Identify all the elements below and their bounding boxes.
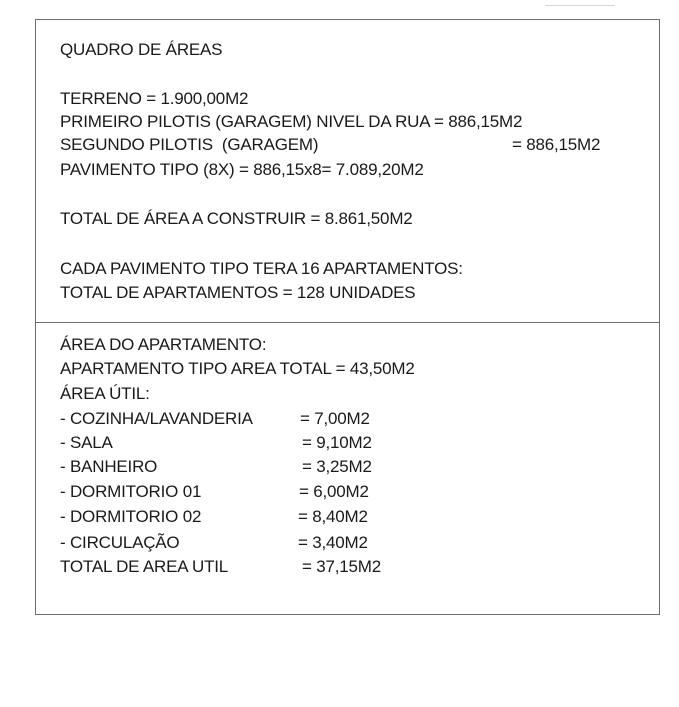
room-value: = 7,00M2	[300, 409, 370, 428]
room-value: = 3,25M2	[302, 457, 372, 476]
room-name: - BANHEIRO	[60, 457, 158, 476]
cada-pavimento-line: CADA PAVIMENTO TIPO TERA 16 APARTAMENTOS:	[60, 259, 463, 278]
total-util-value: = 37,15M2	[302, 557, 382, 576]
area-total-line: APARTAMENTO TIPO AREA TOTAL = 43,50M2	[60, 359, 415, 378]
terreno-line: TERRENO = 1.900,00M2	[60, 89, 249, 108]
area-util-title: ÁREA ÚTIL:	[60, 384, 150, 403]
total-construir-line: TOTAL DE ÁREA A CONSTRUIR = 8.861,50M2	[60, 209, 413, 228]
section-divider	[36, 322, 659, 323]
room-name: - SALA	[60, 433, 113, 452]
room-name: - CIRCULAÇÃO	[60, 533, 180, 552]
room-name: - DORMITORIO 02	[60, 507, 202, 526]
total-apartamentos-line: TOTAL DE APARTAMENTOS = 128 UNIDADES	[60, 283, 416, 302]
room-value: = 8,40M2	[298, 507, 368, 526]
primeiro-pilotis-line: PRIMEIRO PILOTIS (GARAGEM) NIVEL DA RUA = 886,15M2	[60, 112, 523, 131]
room-value: = 9,10M2	[302, 433, 372, 452]
quadro-title: QUADRO DE ÁREAS	[60, 40, 223, 59]
apartamento-title: ÁREA DO APARTAMENTO:	[60, 335, 267, 354]
areas-table	[35, 19, 660, 615]
top-edge-mark	[545, 0, 615, 6]
room-name: - DORMITORIO 01	[60, 482, 202, 501]
segundo-pilotis-label: SEGUNDO PILOTIS (GARAGEM)	[60, 135, 319, 154]
room-value: = 3,40M2	[298, 533, 368, 552]
total-util-label: TOTAL DE AREA UTIL	[60, 557, 229, 576]
pavimento-tipo-line: PAVIMENTO TIPO (8X) = 886,15x8= 7.089,20M2	[60, 160, 424, 179]
segundo-pilotis-value: = 886,15M2	[512, 135, 601, 154]
room-value: = 6,00M2	[299, 482, 369, 501]
room-name: - COZINHA/LAVANDERIA	[60, 409, 253, 428]
